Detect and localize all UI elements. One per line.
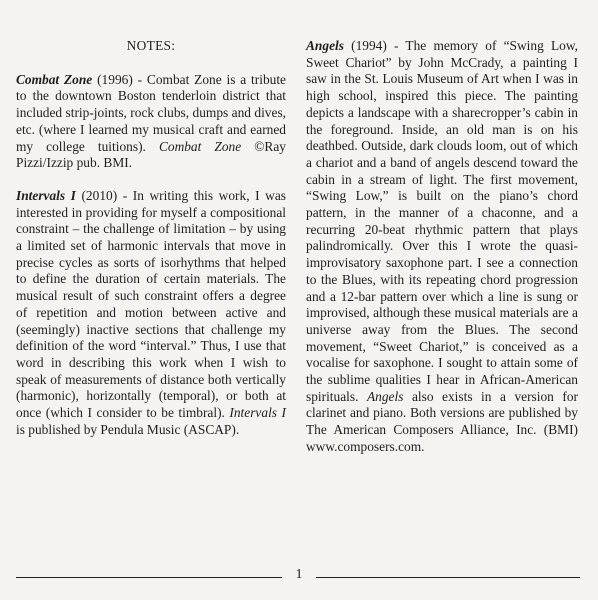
intervals-credit-title: Intervals I xyxy=(229,405,286,421)
intervals-body: (2010) - In writing this work, I was interested in providing for myself a compositional constraint – the challenge of limitation – by using a limited set of harmonic intervals that move in precise cycles as sorts of isorhythms that helped to define the duration of certain materials. The musical result of such constraint offers a degree of repetition and motion between active and (seemingly) inactive sections that challenge my definition of the word “interval.” Thus, I use that word in describing this work when I wish to speak of measurements of distance both vertically (harmonic), horizontally (temporal), or both at once (which I consider to be timbral). xyxy=(16,187,286,421)
intervals-credit: is published by Pendula Music (ASCAP). xyxy=(16,421,240,437)
angels-mid-title: Angels xyxy=(366,388,404,404)
footer-rule-right xyxy=(316,577,580,578)
page-number: 1 xyxy=(295,567,303,582)
combat-zone-title: Combat Zone xyxy=(16,71,93,87)
angels-title: Angels xyxy=(306,38,344,53)
combat-zone-credit: ©Ray Pizzi/Izzip pub. BMI. xyxy=(16,138,286,171)
intervals-note xyxy=(16,188,286,439)
right-column xyxy=(306,38,578,472)
notes-heading: NOTES: xyxy=(126,38,176,53)
combat-zone-note xyxy=(16,72,286,172)
angels-note xyxy=(306,38,578,456)
combat-zone-credit-title: Combat Zone xyxy=(158,138,242,154)
left-column xyxy=(16,38,286,454)
angels-body-2: also exists in a version for clarinet and piano. Both versions are published by The American Composers Alliance, Inc. (BMI) www.composers.com. xyxy=(306,388,578,454)
combat-zone-body: (1996) - Combat Zone is a tribute to the downtown Boston tenderloin district that included strip-joints, rock clubs, dumps and dives, etc. (where I learned my musical craft and earned my college tuitions). xyxy=(16,71,286,154)
angels-body: (1994) - The memory of “Swing Low, Sweet Chariot” by John McCrady, a painting I saw in the St. Louis Museum of Art when I was in high school, inspired this piece. The painting depicts a landscape with a sharecropper’s cabin in the foreground. Inside, an old man is on his deathbed. Outside, dark clouds loom, out of which a chariot and a band of angels descend toward the cabin in a stream of light. The first movement, “Swing Low,” is built on the piano’s chord pattern, in the manner of a chaconne, and a recurring 20-beat rhythmic pattern that plays palindromically. Over this I wrote the quasi-improvisatory saxophone part. I see a connection to the Blues, with its repeating chord progression and a 12-bar pattern over which a line is sung or improvised, although these musical materials are a universe away from the Blues. The second movement, “Sweet Chariot,” is conceived as a vocalise for saxophone. I sought to attain some of the sublime qualities I hear in African-American spirituals. xyxy=(306,38,578,404)
intervals-title: Intervals I xyxy=(16,187,76,203)
footer-rule-left xyxy=(16,577,282,578)
